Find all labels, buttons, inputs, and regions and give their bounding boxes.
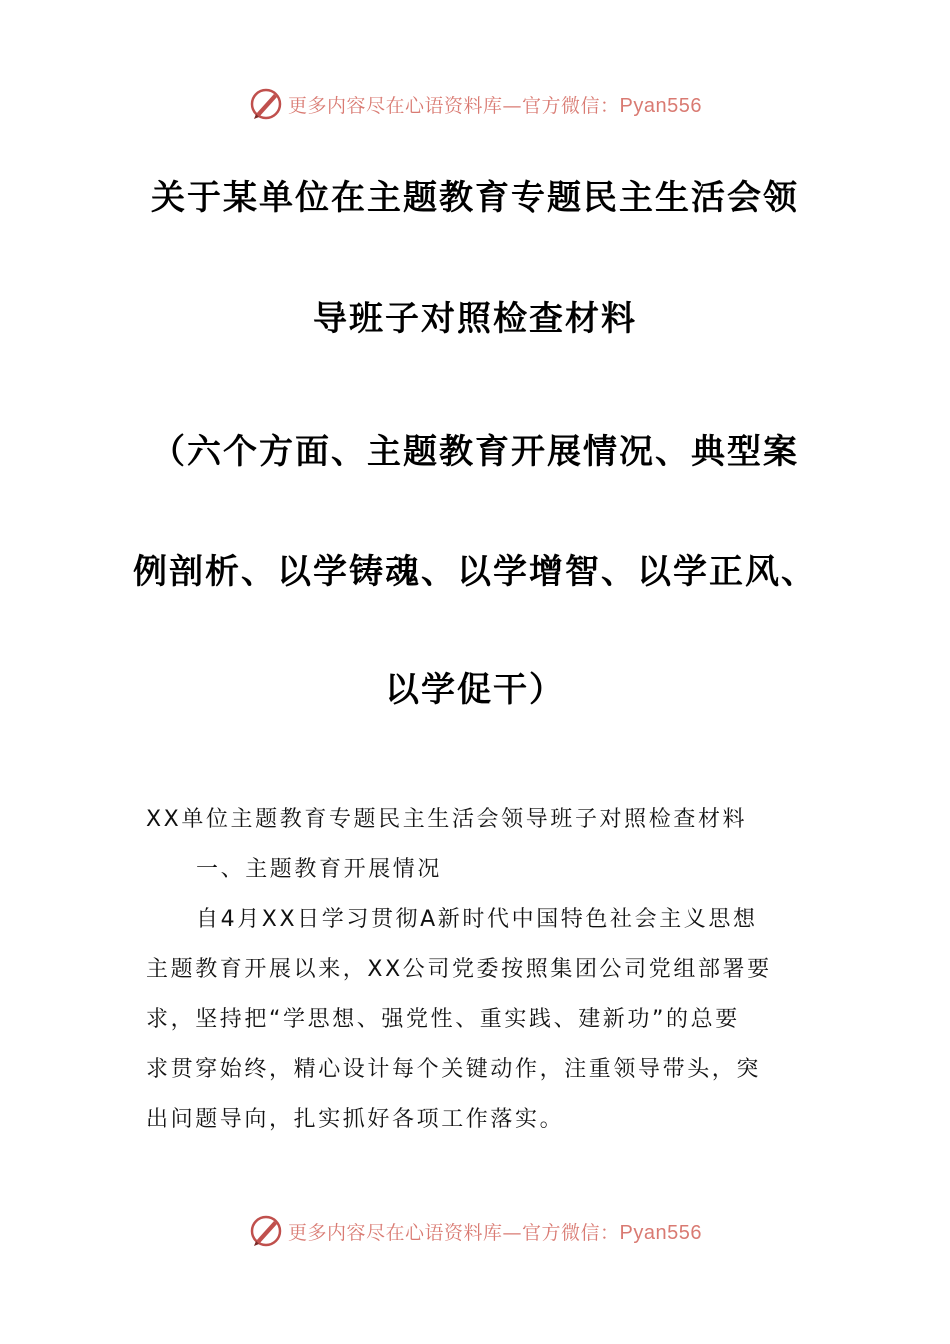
document-title-line-1: 关于某单位在主题教育专题民主生活会领 [151, 178, 799, 218]
watermark-wechat-id: Pyan556 [619, 94, 702, 117]
document-subtitle-line-1: （六个方面、主题教育开展情况、典型案 [151, 432, 799, 472]
paragraph-line-5: 出问题导向，扎实抓好各项工作落实。 [146, 1107, 565, 1132]
watermark-text [288, 91, 702, 118]
paragraph-line-1: 自4月XX日学习贯彻A新时代中国特色社会主义思想 [196, 907, 758, 932]
watermark-cn: 更多内容尽在心语资料库—官方微信： [288, 94, 620, 117]
watermark-cn: 更多内容尽在心语资料库—官方微信： [288, 1221, 620, 1244]
paragraph-line-4: 求贯穿始终，精心设计每个关键动作，注重领导带头，突 [146, 1057, 762, 1082]
pen-logo-icon [248, 1213, 284, 1249]
pen-logo-icon [248, 86, 284, 122]
section-title: 一、主题教育开展情况 [196, 857, 443, 882]
paragraph-line-2: 主题教育开展以来，XX公司党委按照集团公司党组部署要 [146, 957, 772, 982]
watermark-banner-bottom [0, 1211, 950, 1251]
watermark-text [288, 1218, 702, 1245]
document-title-line-2: 导班子对照检查材料 [313, 299, 637, 339]
paragraph-line-3: 求，坚持把“学思想、强党性、重实践、建新功”的总要 [146, 1007, 740, 1032]
watermark-wechat-id: Pyan556 [619, 1221, 702, 1244]
document-subtitle-line-2: 例剖析、以学铸魂、以学增智、以学正风、 [133, 552, 817, 592]
watermark-banner-top [0, 84, 950, 124]
document-subtitle-line-3: 以学促干） [385, 670, 565, 710]
body-heading: XX单位主题教育专题民主生活会领导班子对照检查材料 [146, 807, 748, 832]
